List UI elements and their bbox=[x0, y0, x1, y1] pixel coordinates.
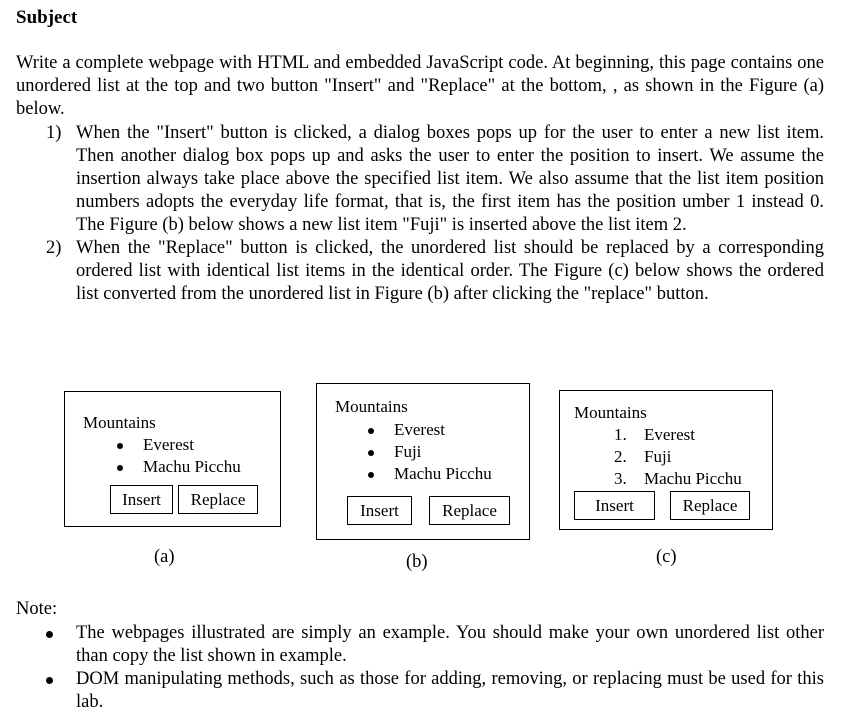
note-text: DOM manipulating methods, such as those for adding, removing, or replacing must be used for this lab. bbox=[76, 669, 824, 712]
bullet-icon bbox=[46, 631, 53, 638]
list-item bbox=[368, 463, 492, 485]
list-item bbox=[368, 441, 421, 463]
figure-b bbox=[316, 383, 530, 540]
subject-heading: Subject bbox=[16, 7, 78, 28]
list-item bbox=[614, 468, 742, 490]
bullet-icon bbox=[368, 450, 374, 456]
list-item-text: Fuji bbox=[644, 447, 672, 466]
figure-caption: (c) bbox=[656, 547, 677, 567]
instruction-number: 1) bbox=[46, 123, 62, 143]
figure-c bbox=[559, 390, 773, 530]
list-item-number: 3. bbox=[614, 469, 627, 488]
insert-button[interactable]: Insert bbox=[110, 485, 173, 514]
bullet-icon bbox=[117, 465, 123, 471]
replace-button[interactable]: Replace bbox=[429, 496, 510, 525]
list-item bbox=[614, 424, 695, 446]
list-title: Mountains bbox=[335, 397, 408, 416]
figure-caption: (b) bbox=[406, 552, 428, 572]
note-label: Note: bbox=[16, 599, 58, 619]
list-item-text: Machu Picchu bbox=[143, 457, 241, 476]
list-item-text: Everest bbox=[143, 435, 194, 454]
note-item bbox=[16, 668, 824, 714]
figure-a bbox=[64, 391, 281, 527]
list-item bbox=[117, 456, 241, 478]
replace-button[interactable]: Replace bbox=[178, 485, 258, 514]
list-item-text: Everest bbox=[394, 420, 445, 439]
instruction-number: 2) bbox=[46, 238, 62, 258]
insert-button[interactable]: Insert bbox=[574, 491, 655, 520]
list-item-text: Machu Picchu bbox=[644, 469, 742, 488]
list-item-text: Fuji bbox=[394, 442, 422, 461]
instruction-list bbox=[16, 122, 824, 306]
figure-caption: (a) bbox=[154, 547, 175, 567]
bullet-icon bbox=[368, 472, 374, 478]
list-item bbox=[117, 434, 194, 456]
insert-button[interactable]: Insert bbox=[347, 496, 412, 525]
instruction-item bbox=[16, 122, 824, 237]
list-item bbox=[614, 446, 671, 468]
note-text: The webpages illustrated are simply an example. You should make your own unordered list other than copy the list shown in example. bbox=[76, 623, 824, 666]
replace-button[interactable]: Replace bbox=[670, 491, 750, 520]
list-item-number: 2. bbox=[614, 447, 627, 466]
bullet-icon bbox=[46, 677, 53, 684]
list-item-text: Everest bbox=[644, 425, 695, 444]
note-item bbox=[16, 622, 824, 668]
instruction-text: When the "Replace" button is clicked, the unordered list should be replaced by a corresponding ordered list with identical list items in the identical order. The Figure (c) below shows the ordered list converted from the unordered list in Figure (b) after clicking the "replace" button. bbox=[76, 238, 824, 304]
bullet-icon bbox=[368, 428, 374, 434]
instruction-item bbox=[16, 237, 824, 306]
notes-list bbox=[16, 622, 824, 714]
list-title: Mountains bbox=[83, 413, 156, 432]
bullet-icon bbox=[117, 443, 123, 449]
list-title: Mountains bbox=[574, 403, 647, 422]
list-item bbox=[368, 419, 445, 441]
instruction-text: When the "Insert" button is clicked, a dialog boxes pops up for the user to enter a new list item. Then another dialog box pops up and asks the user to enter the position to insert. We assume the insertion always take place above the specified list item. We also assume that the list item position numbers adopts the everyday life format, that is, the first item has the position umber 1 instead 0. The Figure (b) below shows a new list item "Fuji" is inserted above the list item 2. bbox=[76, 123, 824, 235]
list-item-number: 1. bbox=[614, 425, 627, 444]
intro-paragraph: Write a complete webpage with HTML and embedded JavaScript code. At beginning, this page contains one unordered list at the top and two button "Insert" and "Replace" at the bottom, , as shown in the Figure (a) below. bbox=[16, 53, 824, 119]
list-item-text: Machu Picchu bbox=[394, 464, 492, 483]
